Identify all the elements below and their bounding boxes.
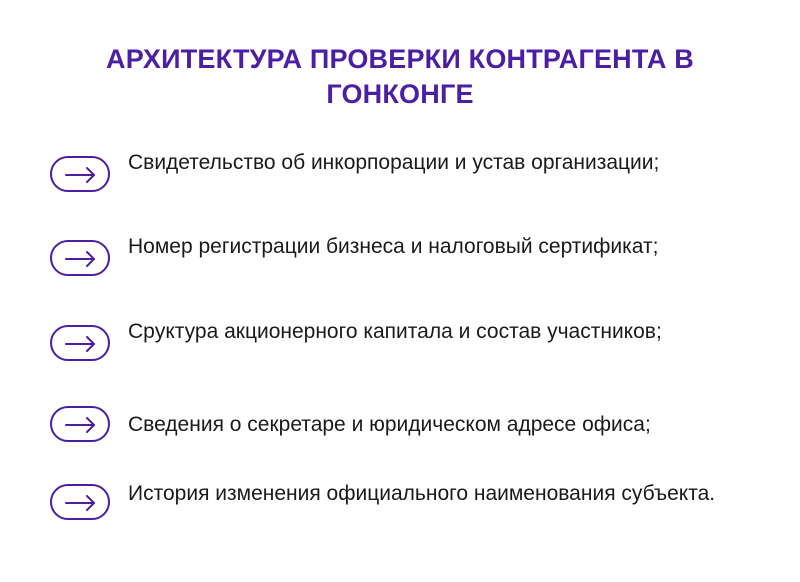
list-item — [50, 410, 770, 470]
list-item — [50, 479, 770, 539]
list-item — [50, 317, 770, 377]
arrow-right-icon — [50, 156, 110, 192]
list-item-text: История изменения официального наименования субъекта. — [128, 482, 716, 505]
arrow-right-icon — [50, 484, 110, 520]
list-item — [50, 148, 770, 208]
page-title: АРХИТЕКТУРА ПРОВЕРКИ КОНТРАГЕНТА В ГОНКОНГЕ — [106, 44, 694, 109]
list-item-text: Сведения о секретаре и юридическом адресе офиса; — [128, 413, 651, 436]
arrow-right-icon — [50, 406, 110, 442]
list-item-text: Срyктура акционерного капитала и состав участников; — [128, 320, 662, 343]
list-item — [50, 232, 770, 292]
arrow-right-icon — [50, 240, 110, 276]
list-item-text: Свидетельство об инкорпорации и устав организации; — [128, 151, 660, 174]
arrow-right-icon — [50, 325, 110, 361]
list-item-text: Номер регистрации бизнеса и налоговый сертификат; — [128, 235, 659, 258]
